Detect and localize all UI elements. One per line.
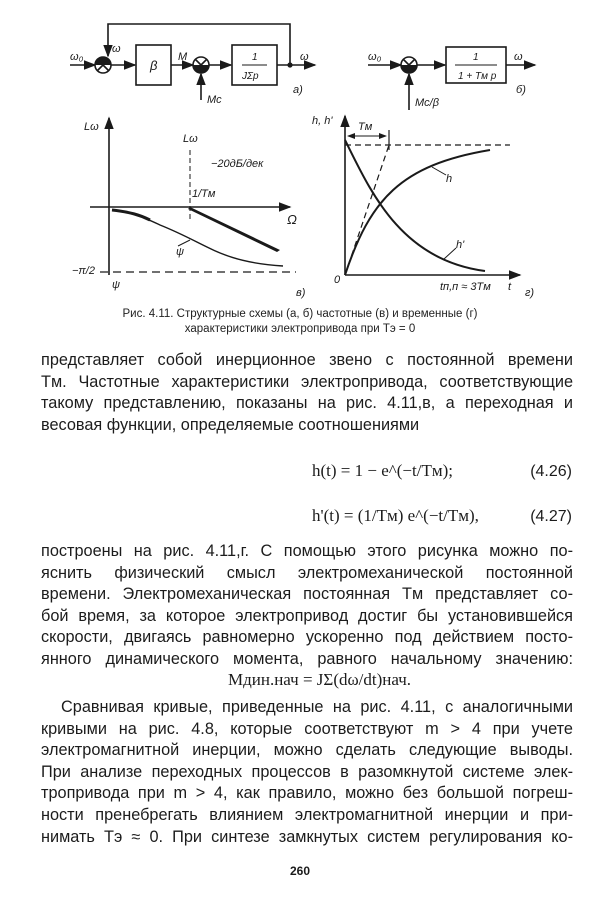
svg-text:tп,п ≈ 3Tм: tп,п ≈ 3Tм: [440, 281, 491, 293]
svg-text:Ω: Ω: [287, 212, 297, 227]
page-number: 260: [289, 864, 311, 878]
text-line: янного динамического момента, равного начальному значению:: [41, 649, 573, 668]
equation-4-26: h(t) = 1 − e^(−t/Tм);: [312, 461, 453, 480]
svg-text:1: 1: [252, 52, 258, 63]
svg-text:ψ: ψ: [176, 246, 185, 258]
caption-line-1: Рис. 4.11. Структурные схемы (а, б) частотные (в) и временные (г): [122, 308, 478, 320]
svg-text:h: h: [446, 173, 453, 185]
text-line: тропривода при m > 4, как правило, можно без большой погреш-: [41, 784, 573, 803]
svg-text:β: β: [150, 58, 158, 73]
text-line: яснить физический смысл электромеханической постоянной: [41, 563, 573, 582]
equation-number: (4.26): [530, 463, 572, 480]
svg-text:0: 0: [334, 274, 341, 286]
svg-text:Lω: Lω: [84, 121, 99, 133]
svg-text:ω: ω: [112, 43, 121, 55]
paragraph-3: [41, 697, 573, 848]
svg-text:1: 1: [473, 52, 479, 63]
text-line: представляет собой инерционное звено с постоянной времени: [41, 351, 573, 369]
equation-dynamic-moment: Mдин.нач = JΣ(dω/dt)нач.: [228, 670, 412, 689]
svg-text:в): в): [296, 287, 306, 299]
text-line: При анализе переходных процессов в разомкнутой системе элек-: [41, 762, 573, 781]
paragraph-2: [41, 541, 573, 671]
svg-text:Tм: Tм: [358, 121, 373, 133]
svg-text:−20дБ/дек: −20дБ/дек: [211, 158, 264, 170]
svg-text:t: t: [508, 281, 512, 293]
text-line: Tм. Частотные характеристики электропривода, соответствующие: [41, 372, 573, 391]
svg-text:JΣp: JΣp: [242, 71, 259, 82]
block-diagram-a: [70, 24, 315, 100]
equation-4-27: h'(t) = (1/Tм) e^(−t/Tм),: [312, 506, 479, 525]
svg-text:h, h': h, h': [312, 115, 333, 127]
text-line: времени. Электромеханическая постоянная Tм представляет со-: [41, 585, 573, 604]
figure-caption: [60, 307, 540, 337]
svg-text:б): б): [516, 84, 526, 96]
svg-text:г): г): [525, 287, 535, 299]
svg-text:−π/2: −π/2: [72, 265, 95, 277]
caption-line-2: характеристики электропривода при Tэ = 0: [184, 323, 416, 335]
svg-text:Lω: Lω: [183, 133, 198, 145]
svg-text:а): а): [293, 84, 303, 96]
text-line: электромагнитной инерции, можно сделать следующие выводы.: [41, 741, 573, 760]
text-line: Сравнивая кривые, приведенные на рис. 4.11, с аналогичными: [61, 698, 573, 716]
text-line: построены на рис. 4.11,г. С помощью этого рисунка можно по-: [41, 542, 573, 560]
svg-text:h': h': [456, 239, 465, 251]
chart-time: [345, 116, 520, 275]
text-line: нимать Tэ ≈ 0. При синтезе замкнутых систем регулирования ко-: [41, 827, 573, 846]
text-line: весовая функции, определяемые соотношениями: [41, 415, 420, 434]
text-line: кривыми на рис. 4.8, которые соответствуют m > 4 при учете: [41, 719, 573, 738]
svg-text:Mс: Mс: [207, 94, 222, 106]
text-line: такому представлению, показаны на рис. 4.11,в, а переходная и: [41, 394, 573, 413]
svg-text:1 + Tм p: 1 + Tм p: [458, 71, 497, 82]
svg-text:ω: ω: [514, 51, 523, 63]
text-line: скорости, двигаясь равномерно ускоренно под действием посто-: [41, 628, 573, 647]
svg-text:ω: ω: [300, 51, 309, 63]
svg-text:Mс/β: Mс/β: [415, 97, 440, 109]
svg-text:1/Tм: 1/Tм: [192, 188, 216, 200]
figure-4-11: [0, 0, 600, 305]
paragraph-1: [41, 350, 573, 436]
svg-text:M: M: [178, 51, 188, 63]
svg-text:ψ: ψ: [112, 279, 121, 291]
text-line: бой время, за которое электропривод достиг бы установившейся: [41, 606, 573, 625]
text-line: ности пренебрегать влиянием электромагнитной инерции и при-: [41, 805, 573, 824]
svg-text:ω₀: ω₀: [368, 51, 382, 63]
svg-text:ω₀: ω₀: [70, 51, 84, 63]
equation-number: (4.27): [530, 508, 572, 525]
block-diagram-b: [368, 47, 535, 110]
